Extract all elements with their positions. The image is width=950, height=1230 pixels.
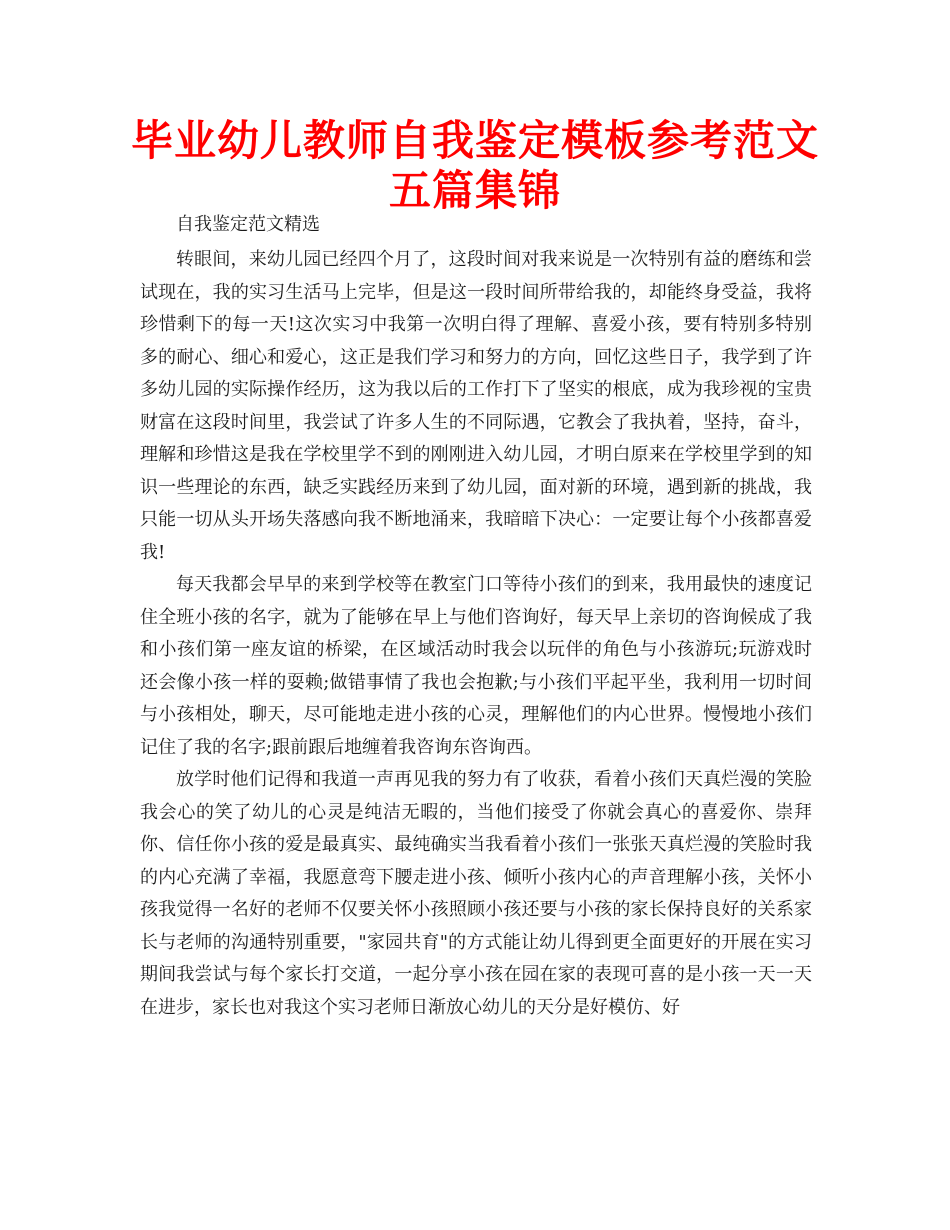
paragraph: 每天我都会早早的来到学校等在教室门口等待小孩们的到来，我用最快的速度记住全班小孩的名字，就为了能够在早上与他们咨询好，每天早上亲切的咨询候成了我和小孩们第一座友谊的桥梁，在区域活动时我会以玩伴的角色与小孩游玩;玩游戏时还会像小孩一样的耍赖;做错事情了我也会抱歉;与小孩们平起平坐，我利用一切时间与小孩相处，聊天，尽可能地走进小孩的心灵，理解他们的内心世界。慢慢地小孩们记住了我的名字;跟前跟后地缠着我咨询东咨询西。 (140, 574, 812, 758)
document-subtitle: 自我鉴定范文精选 (176, 214, 320, 235)
paragraph: 放学时他们记得和我道一声再见我的努力有了收获，看着小孩们天真烂漫的笑脸我会心的笑了幼儿的心灵是纯洁无暇的，当他们接受了你就会真心的喜爱你、崇拜你、信任你小孩的爱是最真实、最纯确实当我看着小孩们一张张天真烂漫的笑脸时我的内心充满了幸福，我愿意弯下腰走进小孩、倾听小孩内心的声音理解小孩，关怀小孩我觉得一名好的老师不仅要关怀小孩照顾小孩还要与小孩的家长保持良好的关系家长与老师的沟通特别重要，"家园共育"的方式能让幼儿得到更全面更好的开展在实习期间我尝试与每个家长打交道，一起分享小孩在园在家的表现可喜的是小孩一天一天在进步，家长也对我这个实习老师日渐放心幼儿的天分是好模仿、好 (140, 769, 812, 1018)
document-body (140, 210, 812, 1024)
paragraph: 转眼间，来幼儿园已经四个月了，这段时间对我来说是一次特别有益的磨练和尝试现在，我的实习生活马上完毕，但是这一段时间所带给我的，却能终身受益，我将珍惜剩下的每一天!这次实习中我第一次明白得了理解、喜爱小孩，要有特别多特别多的耐心、细心和爱心，这正是我们学习和努力的方向，回忆这些日子，我学到了许多幼儿园的实际操作经历，这为我以后的工作打下了坚实的根底，成为我珍视的宝贵财富在这段时间里，我尝试了许多人生的不同际遇，它教会了我执着，坚持，奋斗，理解和珍惜这是我在学校里学不到的刚刚进入幼儿园，才明白原来在学校里学到的知识一些理论的东西，缺乏实践经历来到了幼儿园，面对新的环境，遇到新的挑战，我只能一切从头开场失落感向我不断地涌来，我暗暗下决心：一定要让每个小孩都喜爱我! (140, 249, 812, 563)
document-title: 毕业幼儿教师自我鉴定模板参考范文五篇集锦 (130, 116, 819, 215)
